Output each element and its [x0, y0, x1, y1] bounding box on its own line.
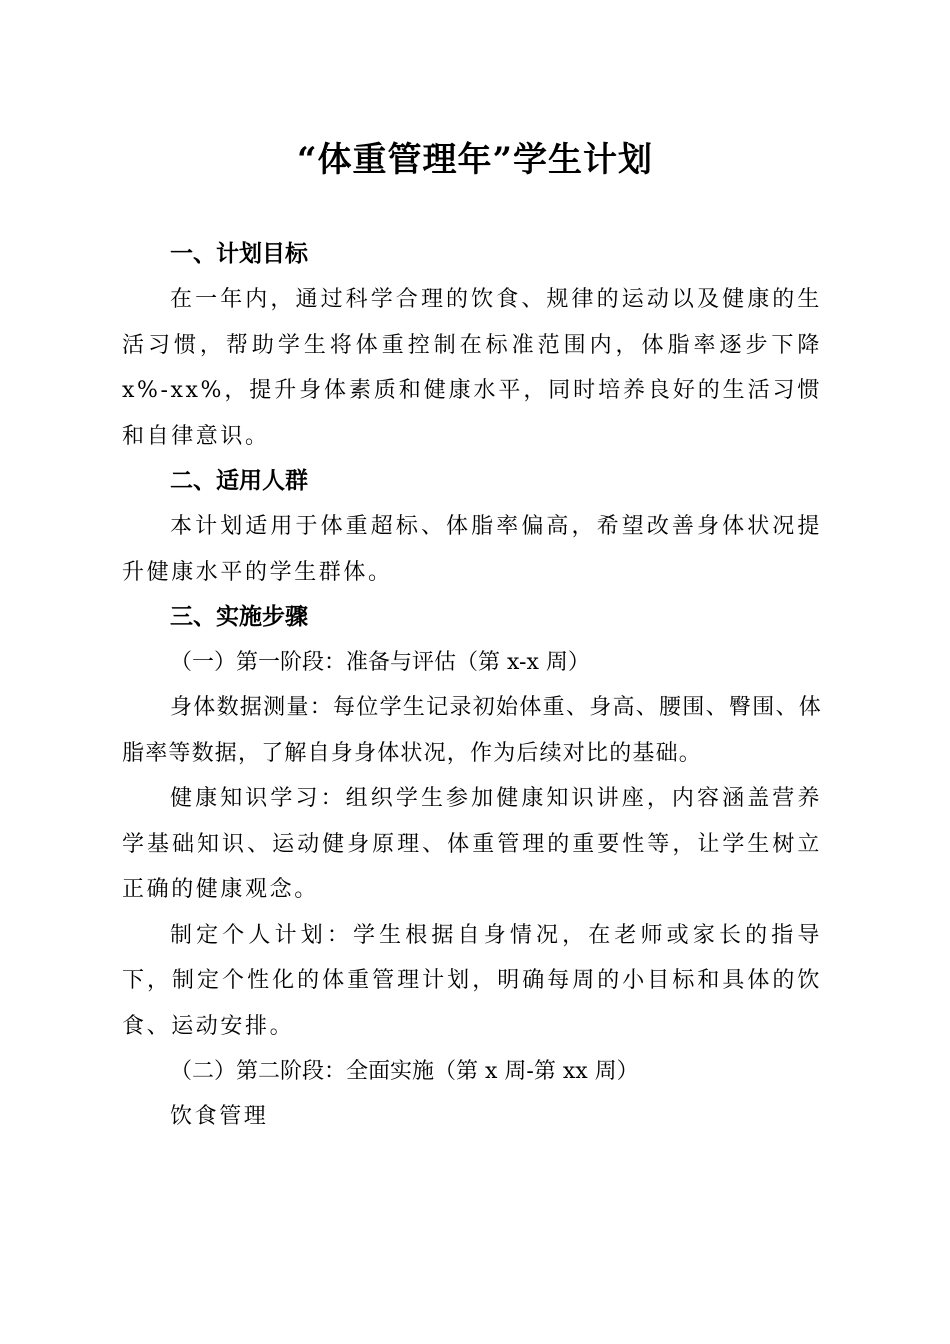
phase-2-title: （二）第二阶段：全面实施（第 x 周-第 xx 周） — [170, 1059, 639, 1084]
paragraph-health-knowledge: 健康知识学习：组织学生参加健康知识讲座，内容涵盖营养学基础知识、运动健身原理、体重管理的重要性等，让学生树立正确的健康观念。 — [122, 786, 822, 902]
document-title: “体重管理年”学生计划 — [296, 140, 654, 180]
paragraph-diet-management: 饮食管理 — [170, 1104, 269, 1129]
section-heading-goals: 一、计划目标 — [170, 241, 308, 267]
section-heading-audience: 二、适用人群 — [170, 468, 308, 494]
document-body — [122, 232, 822, 1140]
paragraph-personal-plan: 制定个人计划：学生根据自身情况，在老师或家长的指导下，制定个性化的体重管理计划，明确每周的小目标和具体的饮食、运动安排。 — [122, 922, 822, 1039]
paragraph-audience: 本计划适用于体重超标、体脂率偏高，希望改善身体状况提升健康水平的学生群体。 — [122, 514, 822, 585]
paragraph-goals: 在一年内，通过科学合理的饮食、规律的运动以及健康的生活习惯，帮助学生将体重控制在标准范围内，体脂率逐步下降 x%-xx%，提升身体素质和健康水平，同时培养良好的生活习惯和自律意识。 — [122, 287, 822, 449]
phase-1-title: （一）第一阶段：准备与评估（第 x-x 周） — [170, 650, 590, 675]
section-heading-steps: 三、实施步骤 — [170, 604, 308, 630]
paragraph-body-measurement: 身体数据测量：每位学生记录初始体重、身高、腰围、臀围、体脂率等数据，了解自身身体状况，作为后续对比的基础。 — [122, 695, 822, 766]
